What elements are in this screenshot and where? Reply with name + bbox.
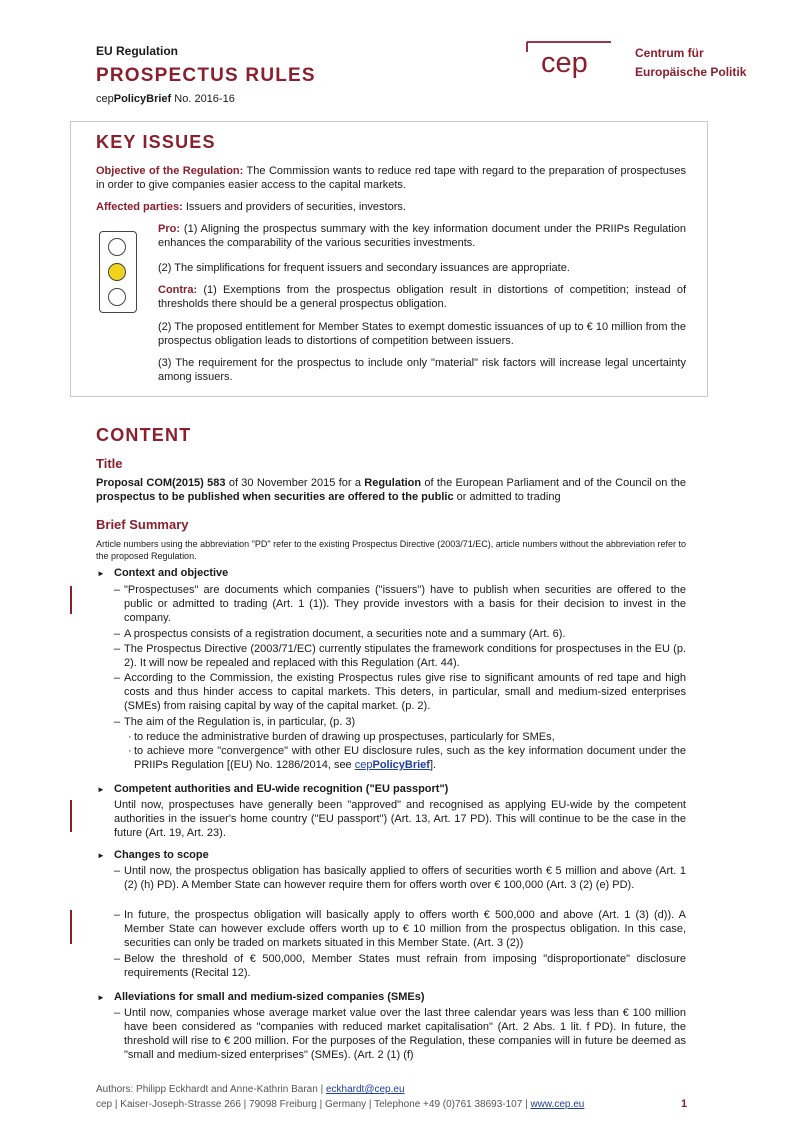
list-item: – Until now, companies whose average market value over the last three calendar years was less than € 100 million have been considered as "companies with reduced market capitalisation" (Art. 2 Abs. 1 lit. f PD). In future, the threshold will rise to € 200 million. For the purposes of the Regulation, these companies will in future be deemed as "small and medium-sized enterprises" (SMEs). (Art. 2 (1) (f) [114,1007,686,1061]
arrow-bullet-icon: ► [97,785,105,794]
margin-bar [70,910,72,944]
section-passport-label: Competent authorities and EU-wide recognition ("EU passport") [114,783,449,795]
sub-list-item: · to achieve more "convergence" with other EU disclosure rules, such as the key information document under the PRIIPs Regulation [(EU) No. 1286/2014, see cepPolicyBrief]. [128,745,686,771]
objective-paragraph [96,164,686,192]
proposal-paragraph [96,476,686,504]
title-heading: Title [96,456,123,471]
proposal-regulation: Regulation [364,477,422,489]
policy-brief-link[interactable]: cepPolicyBrief [354,759,430,771]
traffic-light-top-lamp [108,238,126,256]
pro-2: (2) The simplifications for frequent issuers and secondary issuances are appropriate. [158,262,570,274]
proposal-subject: prospectus to be published when securities are offered to the public [96,491,454,503]
page-number: 1 [681,1098,688,1110]
list-item: – Below the threshold of € 500,000, Member States must refrain from imposing "disproportionate" disclosure requirements (Recital 12). [114,953,686,979]
pro-1-text: (1) Aligning the prospectus summary with the key information document under the PRIIPs Regulation enhances the comparability of the various securities investments. [158,223,686,249]
proposal-text-3: or admitted to trading [453,491,561,503]
proposal-text-1: of 30 November 2015 for a [225,477,365,489]
brief-bold: PolicyBrief [113,93,172,105]
list-item: – Until now, the prospectus obligation has basically applied to offers of securities worth € 5 million and above (Art. 1 (2) (h) PD). A Member State can however require them for offers worth over € 100,000 (Art. 3 (2) (e) PD). [114,865,686,891]
list-item: – The Prospectus Directive (2003/71/EC) currently stipulates the framework conditions for prospectuses in the EU (p. 2). It will now be repealed and replaced with this Regulation (Art. 44). [114,643,686,669]
section-scope-label: Changes to scope [114,849,209,861]
footer-authors: Authors: Philipp Eckhardt and Anne-Kathrin Baran | eckhardt@cep.eu [96,1084,405,1095]
page-title: PROSPECTUS RULES [96,65,316,86]
margin-bar [70,586,72,614]
proposal-ref: Proposal COM(2015) 583 [96,477,226,489]
passport-paragraph: Until now, prospectuses have generally been "approved" and recognised as applying EU-wide by the competent authorities in the issuer's home country ("EU passport") (Art. 13, Art. 17 PD). This will continue to be the case in the future (Art. 19, Art. 23). [114,799,686,839]
arrow-bullet-icon: ► [97,851,105,860]
proposal-text-2: of the European Parliament and of the Council on the [421,477,687,489]
list-item: – "Prospectuses" are documents which companies ("issuers") have to publish when securities are offered to the public or admitted to trading (Art. 1 (1)). They provide investors with a basis for their decision to invest in the company. [114,584,686,624]
brief-prefix: cep [96,93,114,105]
organisation-name [635,44,746,82]
org-line-2: Europäische Politik [635,65,747,79]
section-sme-label: Alleviations for small and medium-sized companies (SMEs) [114,991,425,1003]
contra-1 [158,283,686,311]
traffic-light-icon [99,231,137,313]
section-context-label: Context and objective [114,567,229,579]
arrow-bullet-icon: ► [97,993,105,1002]
section-scope-heading [97,849,209,861]
sub-list-item: · to reduce the administrative burden of drawing up prospectuses, particularly for SMEs, [128,731,555,743]
affected-label: Affected parties: [96,201,183,213]
list-item: – According to the Commission, the existing Prospectus rules give rise to significant amounts of red tape and high costs and thus hinder access to capital markets. This deters, in particular, small and medium-sized enterprises (SMEs) from raising capital by way of the capital market. (p. 2). [114,672,686,712]
section-passport-heading [97,783,449,795]
contra-3: (3) The requirement for the prospectus to include only "material" risk factors will increase legal uncertainty among issuers. [158,357,686,383]
content-title: CONTENT [96,425,192,445]
cep-logo [523,38,615,82]
website-link[interactable]: www.cep.eu [530,1099,585,1110]
affected-text: Issuers and providers of securities, investors. [182,201,406,213]
list-item: – In future, the prospectus obligation will basically apply to offers worth € 500,000 and above (Art. 1 (3) (d)). A Member State can however exclude offers worth up to € 10 million from the prospectus obligation. In this case, securities can only be traded on markets situated in this Member State. (Art. 3 (2)) [114,909,686,949]
series-label: EU Regulation [96,44,179,58]
footer-address: cep | Kaiser-Joseph-Strasse 266 | 79098 Freiburg | Germany | Telephone +49 (0)761 38693-107 | www.cep.eu [96,1099,585,1110]
list-item: – A prospectus consists of a registration document, a securities note and a summary (Art. 6). [114,628,566,640]
contra-1-text: (1) Exemptions from the prospectus obligation result in distortions of competition; instead of thresholds there should be a general prospectus obligation. [158,284,686,310]
contra-label: Contra: [158,284,198,296]
summary-heading: Brief Summary [96,517,189,532]
traffic-light-middle-lamp [108,263,126,281]
key-issues-title: KEY ISSUES [96,132,216,152]
brief-number-text: No. 2016-16 [171,93,235,105]
objective-text: The Commission wants to reduce red tape with regard to the preparation of prospectuses in order to give companies easier access to the capital markets. [96,165,686,191]
section-context-heading [97,567,229,579]
section-sme-heading [97,991,425,1003]
contra-2: (2) The proposed entitlement for Member States to exempt domestic issuances of up to € 10 million from the prospectus obligation leads to distortions of competition between issuers. [158,321,686,347]
traffic-light-bottom-lamp [108,288,126,306]
logo-text: cep [541,47,588,79]
pro-label: Pro: [158,223,180,235]
list-item: – The aim of the Regulation is, in particular, (p. 3) [114,716,356,728]
arrow-bullet-icon: ► [97,569,105,578]
policy-brief-number [96,93,235,105]
objective-label: Objective of the Regulation: [96,165,244,177]
org-line-1: Centrum für [635,46,704,60]
summary-note: Article numbers using the abbreviation "PD" refer to the existing Prospectus Directive (2003/71/EC), article numbers without the abbreviation refer to the proposed Regulation. [96,539,686,561]
affected-paragraph [96,200,686,214]
pro-1 [158,222,686,250]
author-email-link[interactable]: eckhardt@cep.eu [325,1084,405,1095]
margin-bar [70,800,72,832]
